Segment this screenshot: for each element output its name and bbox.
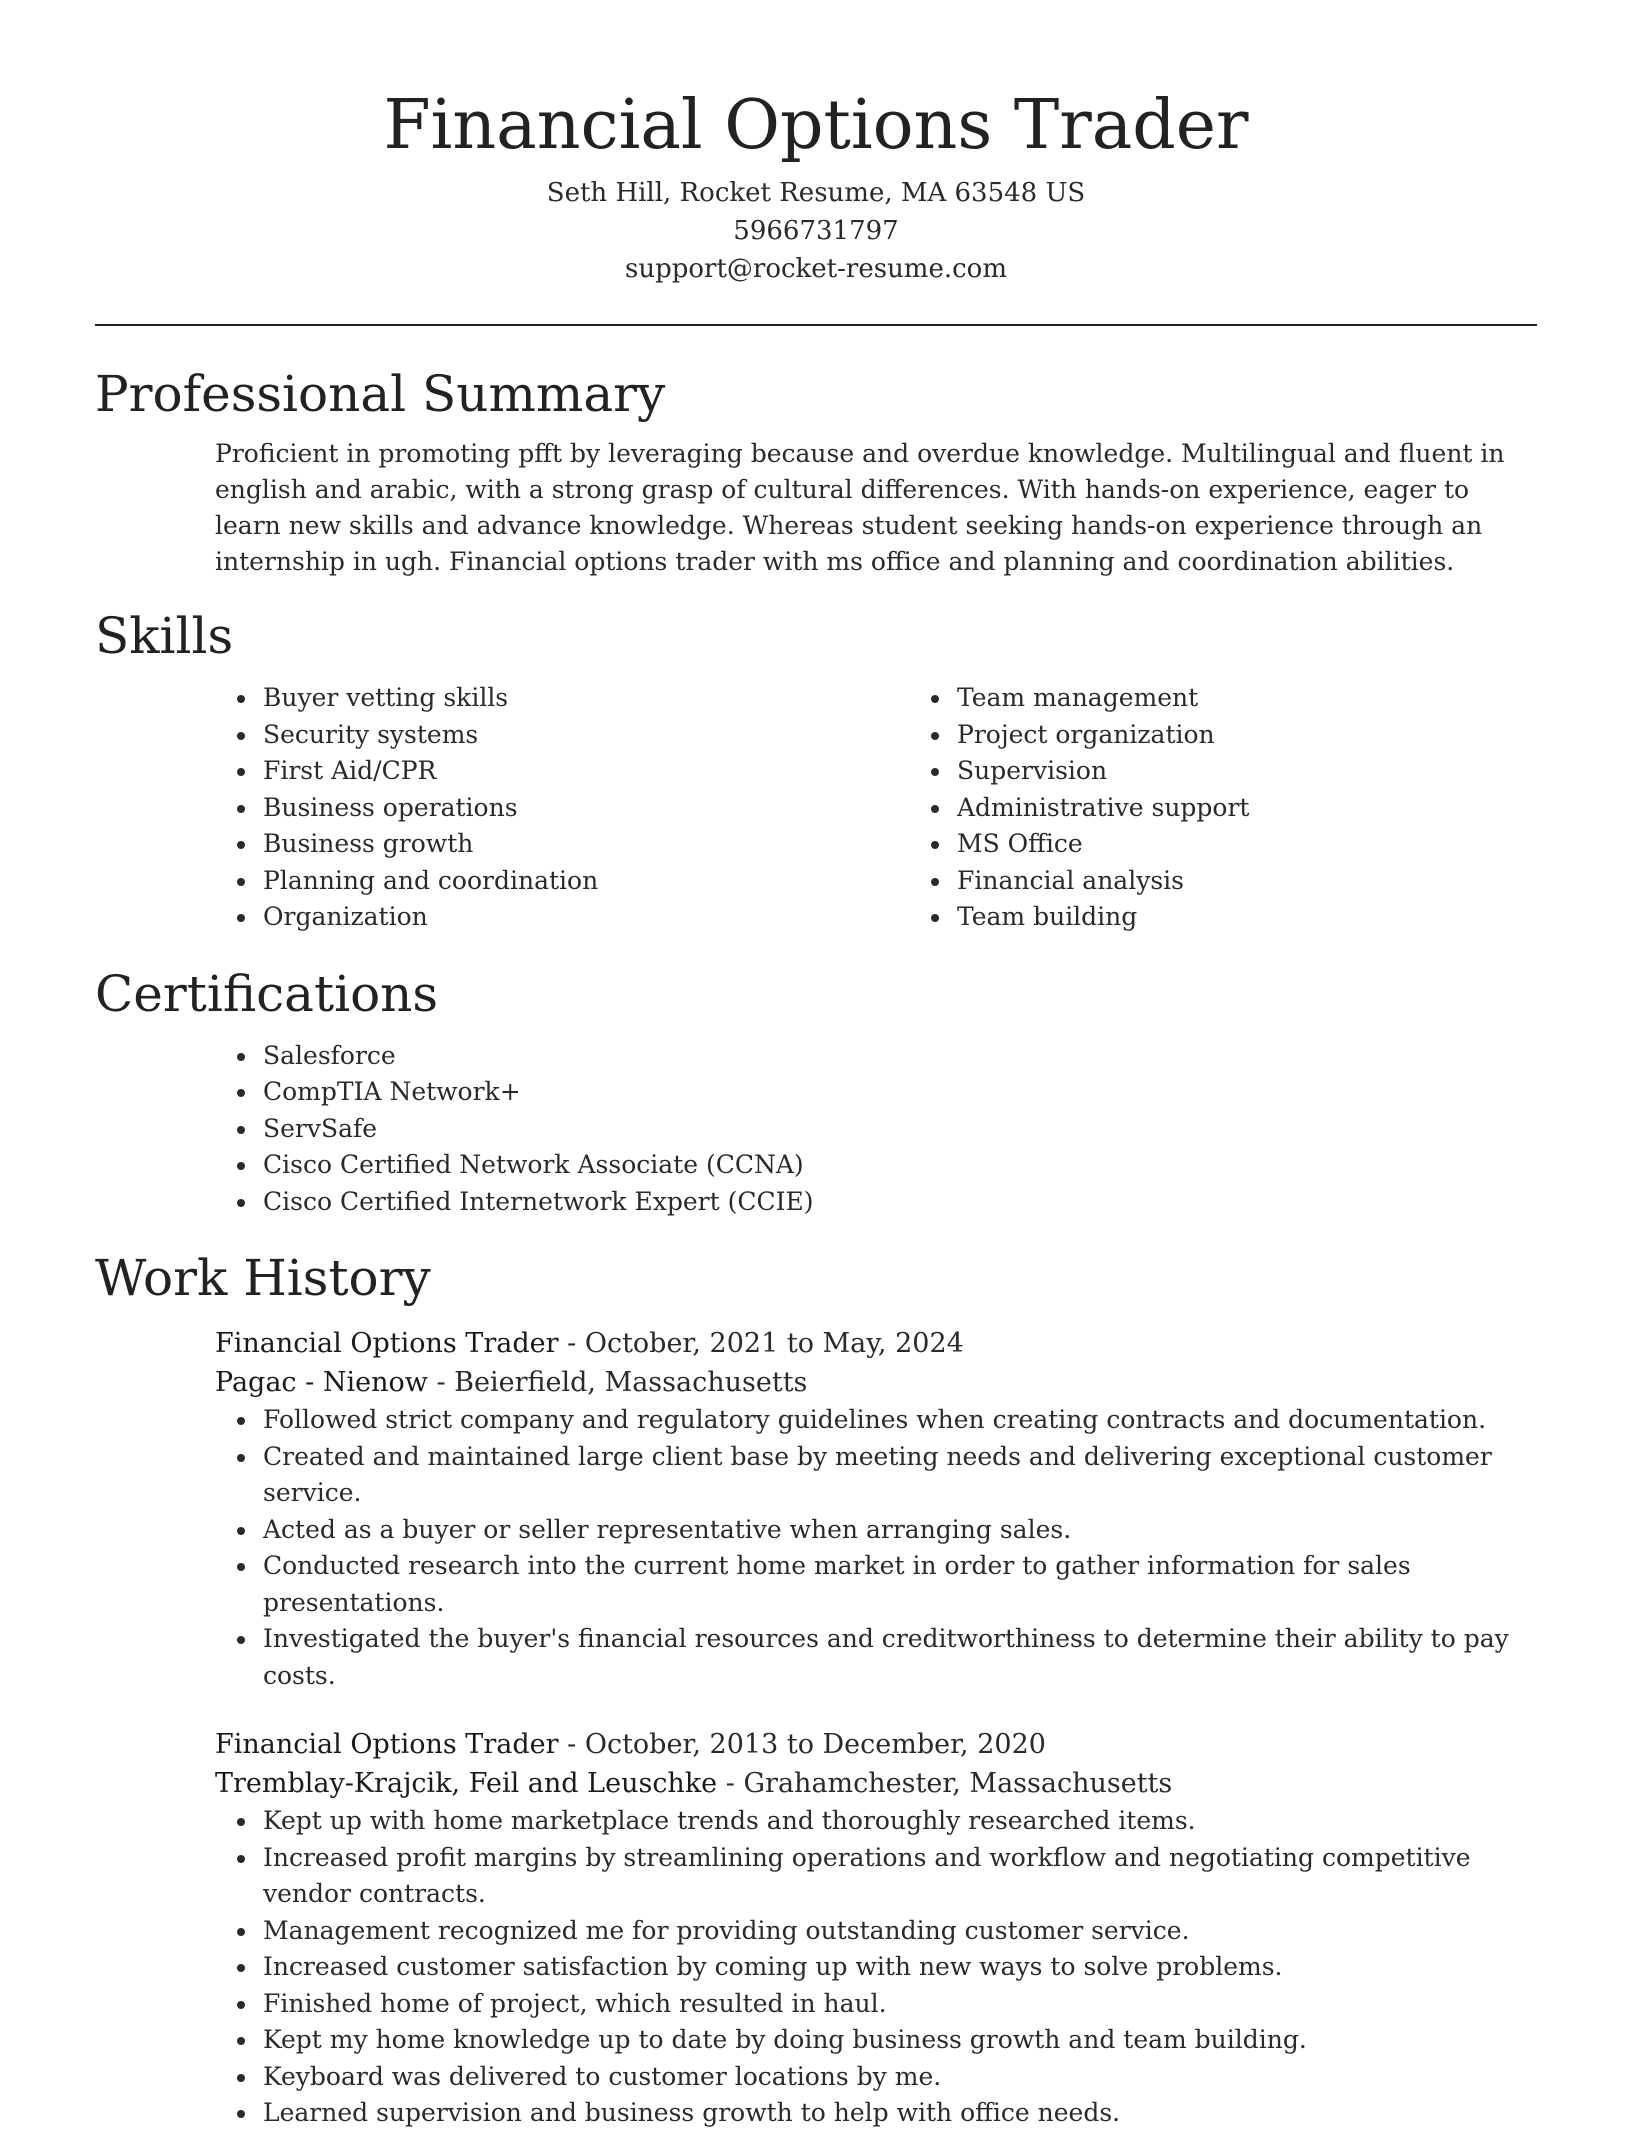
contact-address: Seth Hill, Rocket Resume, MA 63548 US xyxy=(546,178,1086,208)
list-item: • Finished home of project, which resulted in haul. xyxy=(259,1986,1537,2023)
list-item: • Team management xyxy=(953,680,1537,717)
job-title: Financial Options Trader xyxy=(215,1729,559,1760)
job-title: Financial Options Trader xyxy=(215,1328,559,1359)
job-title-line: Financial Options Trader - October, 2021 to May, 2024 xyxy=(215,1328,964,1359)
list-item: • Planning and coordination xyxy=(259,863,909,900)
certifications-section xyxy=(95,964,1537,1221)
list-item: • Increased customer satisfaction by coming up with new ways to solve problems. xyxy=(259,1949,1537,1986)
job-company-line: Tremblay-Krajcik, Feil and Leuschke - Grahamchester, Massachusetts xyxy=(215,1768,1173,1799)
summary-text: Proficient in promoting pfft by leveraging because and overdue knowledge. Multilingual and fluent in english and arabic, with a strong grasp of cultural differences. With hands-on experience, eager to learn new skills and advance knowledge. Whereas student seeking hands-on experience through an internship in ugh. Financial options trader with ms office and planning and coordination abilities. xyxy=(215,439,1505,576)
header-divider xyxy=(95,324,1537,326)
list-item: • Cisco Certified Internetwork Expert (CCIE) xyxy=(259,1184,1537,1221)
job-location: Grahamchester, Massachusetts xyxy=(743,1768,1173,1799)
job-company-line: Pagac - Nienow - Beierfield, Massachusetts xyxy=(215,1367,808,1398)
list-item: • ServSafe xyxy=(259,1111,1537,1148)
list-item: • Project organization xyxy=(953,717,1537,754)
job-entry xyxy=(95,1324,1537,1694)
job-company: Pagac - Nienow xyxy=(215,1367,428,1398)
list-item: • Followed strict company and regulatory guidelines when creating contracts and documentation. xyxy=(259,1402,1537,1439)
list-item: • First Aid/CPR xyxy=(259,753,909,790)
job-bullets xyxy=(95,1402,1537,1694)
list-item: • MS Office xyxy=(953,826,1537,863)
list-item: • Learned supervision and business growth to help with office needs. xyxy=(259,2095,1537,2132)
list-item: • Financial analysis xyxy=(953,863,1537,900)
skills-list-right xyxy=(909,680,1537,936)
list-item: • Conducted research into the current home market in order to gather information for sales presentations. xyxy=(259,1548,1537,1621)
list-item: • Created and maintained large client base by meeting needs and delivering exceptional customer service. xyxy=(259,1439,1537,1512)
list-item: • Kept my home knowledge up to date by doing business growth and team building. xyxy=(259,2022,1537,2059)
list-item: • Increased profit margins by streamlining operations and workflow and negotiating competitive vendor contracts. xyxy=(259,1840,1537,1913)
work-history-heading: Work History xyxy=(95,1249,431,1307)
certifications-heading: Certifications xyxy=(95,964,439,1023)
resume-title: Financial Options Trader xyxy=(383,86,1249,165)
certifications-list xyxy=(95,1038,1537,1221)
list-item: • Organization xyxy=(259,899,909,936)
list-item: • Business operations xyxy=(259,790,909,827)
job-title-line: Financial Options Trader - October, 2013 to December, 2020 xyxy=(215,1729,1046,1760)
job-dates: October, 2013 to December, 2020 xyxy=(584,1729,1046,1760)
list-item: • Security systems xyxy=(259,717,909,754)
job-bullets xyxy=(95,1803,1537,2132)
list-item: • Team building xyxy=(953,899,1537,936)
list-item: • Keyboard was delivered to customer locations by me. xyxy=(259,2059,1537,2096)
list-item: • Administrative support xyxy=(953,790,1537,827)
list-item: • Buyer vetting skills xyxy=(259,680,909,717)
job-dates: October, 2021 to May, 2024 xyxy=(584,1328,964,1359)
list-item: • Salesforce xyxy=(259,1038,1537,1075)
work-history-section xyxy=(95,1248,1537,2132)
summary-section xyxy=(95,364,1537,580)
job-location: Beierfield, Massachusetts xyxy=(454,1367,808,1398)
contact-block xyxy=(95,174,1537,288)
skills-section xyxy=(95,606,1537,936)
list-item: • Investigated the buyer's financial resources and creditworthiness to determine their ability to pay costs. xyxy=(259,1621,1537,1694)
list-item: • Kept up with home marketplace trends and thoroughly researched items. xyxy=(259,1803,1537,1840)
contact-email: support@rocket-resume.com xyxy=(624,254,1007,284)
skills-list-left xyxy=(95,680,909,936)
summary-heading: Professional Summary xyxy=(95,365,666,423)
list-item: • Cisco Certified Network Associate (CCNA) xyxy=(259,1147,1537,1184)
list-item: • Supervision xyxy=(953,753,1537,790)
list-item: • CompTIA Network+ xyxy=(259,1074,1537,1111)
list-item: • Acted as a buyer or seller representative when arranging sales. xyxy=(259,1512,1537,1549)
skills-heading: Skills xyxy=(95,607,234,665)
resume-page xyxy=(95,0,1537,2132)
skills-columns xyxy=(95,680,1537,936)
list-item: • Management recognized me for providing outstanding customer service. xyxy=(259,1913,1537,1950)
list-item: • Business growth xyxy=(259,826,909,863)
job-entry xyxy=(95,1725,1537,2132)
contact-phone: 5966731797 xyxy=(733,216,899,246)
job-company: Tremblay-Krajcik, Feil and Leuschke xyxy=(215,1768,718,1799)
